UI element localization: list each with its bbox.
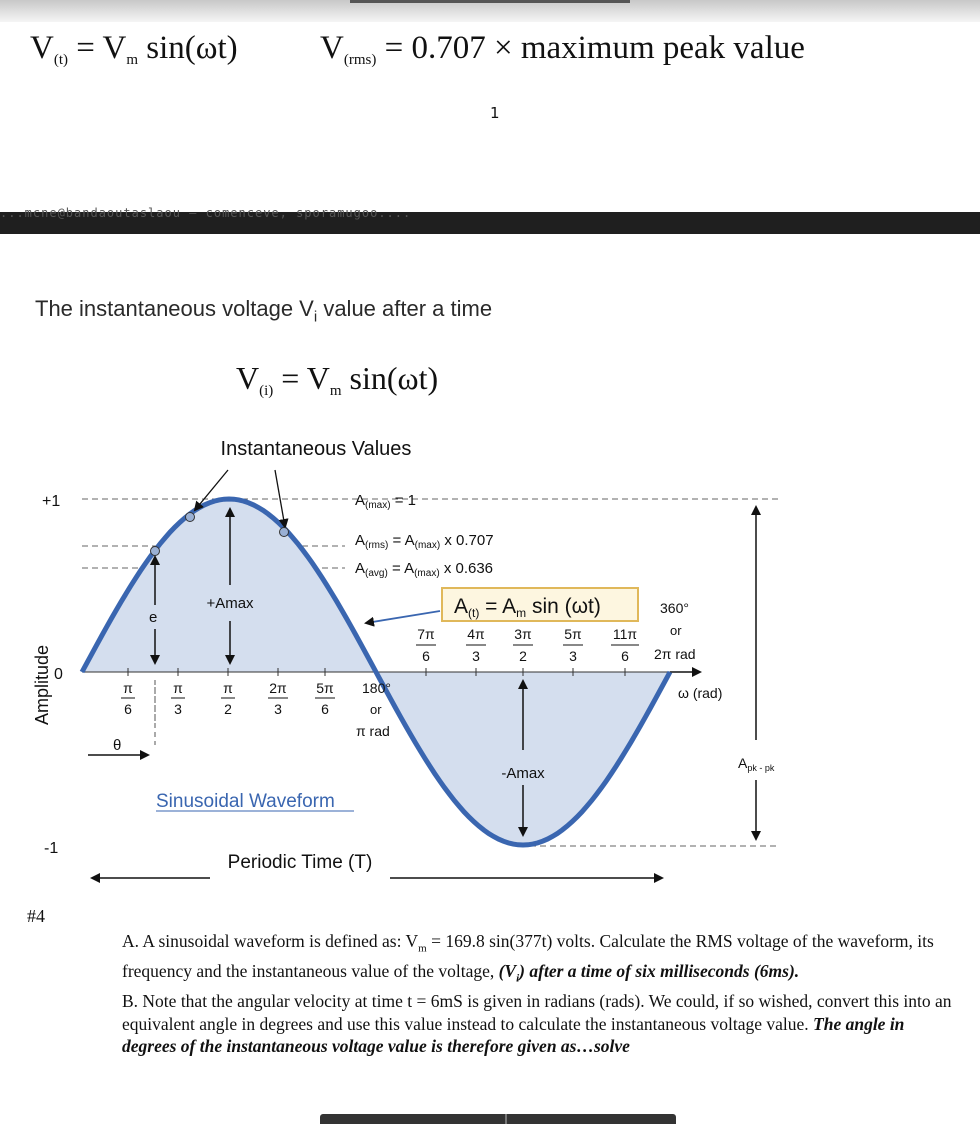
question-text: [122, 930, 954, 1058]
box-pointer-arrow: [366, 611, 440, 623]
svg-text:π: π: [123, 680, 133, 696]
aavg-label: $A_{(avg)} = A_{(max)}$ x 0.636: [355, 560, 494, 579]
svg-text:3: 3: [472, 648, 480, 664]
frac-pi-6: [121, 668, 135, 717]
formula-box-text: A(t) = Am sin (ωt): [454, 595, 601, 620]
svg-text:11π: 11π: [612, 626, 638, 642]
svg-text:2: 2: [224, 701, 232, 717]
intro-text: The instantaneous voltage $V_i$ value after a time: [35, 296, 493, 326]
top-toolbar: [0, 0, 980, 22]
svg-text:6: 6: [621, 648, 629, 664]
svg-text:2: 2: [519, 648, 527, 664]
question-number: #4: [27, 906, 45, 926]
wave-point-pi3: [186, 513, 195, 522]
diagram-title: Instantaneous Values: [220, 438, 412, 460]
amax-label: $A_{(max)} = 1$: [355, 492, 417, 511]
svg-text:2π: 2π: [269, 680, 287, 696]
minus-amax-label: -Amax: [501, 765, 545, 782]
frac-5pi-3: [563, 626, 583, 676]
wave-point-pi6: [151, 547, 160, 556]
question-a: A. A sinusoidal waveform is defined as: $V_m = 169.8$ sin(377t) volts. Calculate the RMS voltage of the waveform, its frequency and the instantaneous value of the voltage, $(V_i)$ after a time of six milliseconds (6ms).: [122, 931, 934, 985]
upper-fraction-labels: [121, 668, 335, 717]
svg-text:π: π: [223, 680, 233, 696]
question-b: B. Note that the angular velocity at time t = 6mS is given in radians (rads). We could, if so wished, convert this into an equivalent angle in degrees and use this value instead to calculate the instantaneous voltage value. The angle in degrees of the instantaneous voltage value is therefore given as…solve: [122, 991, 952, 1056]
frac-11pi-6: [611, 626, 639, 676]
y-axis-label: Amplitude: [32, 644, 52, 726]
svg-text:3: 3: [174, 701, 182, 717]
e-label: e: [149, 609, 158, 626]
bottom-taskbar: [320, 1114, 676, 1124]
svg-text:4π: 4π: [467, 626, 485, 642]
svg-text:5π: 5π: [316, 680, 334, 696]
omega-rad-label: ω (rad): [678, 685, 723, 701]
frac-4pi-3: [466, 626, 486, 676]
svg-text:3π: 3π: [514, 626, 532, 642]
svg-text:6: 6: [422, 648, 430, 664]
deg360-label: 360°: [660, 600, 689, 616]
svg-text:7π: 7π: [417, 626, 435, 642]
svg-text:3: 3: [569, 648, 577, 664]
frac-5pi-6: [315, 668, 335, 717]
or2-label: or: [670, 623, 682, 638]
y-tick-minus1: -1: [44, 840, 59, 857]
page-number: 1: [490, 104, 500, 122]
theta-label: θ: [113, 737, 122, 754]
sinusoidal-diagram: [0, 425, 980, 895]
top-tab-indicator: [350, 0, 630, 3]
deg180-label: 180°: [362, 680, 391, 696]
vi-formula: $V_{(i)} = V_m$ sin(ωt): [236, 360, 439, 399]
two-pi-rad-label: 2π rad: [654, 646, 696, 662]
svg-text:π: π: [173, 680, 183, 696]
frac-pi-3: [171, 668, 185, 717]
pi-rad-label: π rad: [356, 723, 390, 739]
waveform-label: Sinusoidal Waveform: [156, 791, 335, 812]
frac-pi-2: [221, 668, 235, 717]
wave-point-2pi3: [280, 528, 289, 537]
rms-formula: $V_{(rms)} = 0.707$ × maximum peak value: [320, 30, 805, 68]
lower-fraction-labels: [416, 626, 639, 676]
svg-text:3: 3: [274, 701, 282, 717]
y-tick-zero: 0: [54, 666, 63, 683]
instantaneous-formula: $V_{(t)} = V_m$ sin(ωt): [30, 30, 238, 68]
frac-3pi-2: [513, 626, 533, 676]
period-label: Periodic Time (T): [227, 852, 373, 873]
y-tick-plus1: +1: [42, 493, 61, 510]
darkbar-text: ...mcne@bandaoutaslaou — comenceve, sporamugoo....: [0, 206, 412, 220]
or1-label: or: [370, 702, 382, 717]
svg-text:5π: 5π: [564, 626, 582, 642]
arms-label: $A_{(rms)} = A_{(max)}$ x 0.707: [355, 532, 494, 551]
frac-7pi-6: [416, 626, 436, 676]
svg-text:6: 6: [124, 701, 132, 717]
plus-amax-label: +Amax: [206, 595, 254, 612]
frac-2pi-3: [268, 668, 288, 717]
bottom-taskbar-split: [505, 1114, 507, 1124]
svg-text:6: 6: [321, 701, 329, 717]
apk-label: $A_{pk - pk}$: [738, 755, 775, 773]
